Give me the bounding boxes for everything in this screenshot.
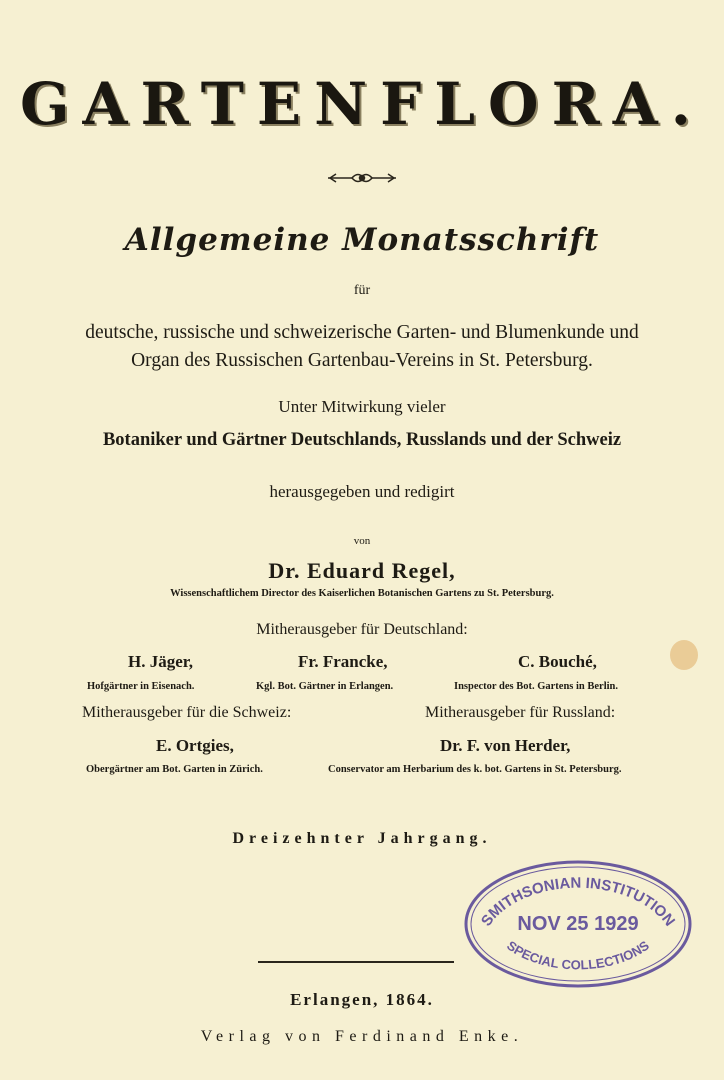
edited-by: herausgegeben und redigirt [269, 482, 455, 501]
coeditor-role-jaeger: Hofgärtner in Eisenach. [87, 681, 195, 692]
editor-name: Dr. Eduard Regel, [268, 558, 456, 583]
coeditor-name-bouche: C. Bouché, [518, 652, 597, 671]
coeditor-role-herder: Conservator am Herbarium des k. bot. Gartens in St. Petersburg. [328, 764, 622, 775]
divider-rule [258, 961, 454, 963]
place-year: Erlangen, 1864. [290, 990, 434, 1009]
switzerland-heading: Mitherausgeber für die Schweiz: [82, 704, 292, 721]
library-stamp [458, 840, 698, 990]
cooperation-body: Botaniker und Gärtner Deutschlands, Russlands und der Schweiz [102, 430, 622, 450]
coeditor-name-jaeger: H. Jäger, [128, 652, 194, 671]
stamp-line-2: SPECIAL COLLECTIONS [504, 937, 652, 973]
von-text: von [353, 535, 371, 547]
cooperation-intro: Unter Mitwirkung vieler [278, 397, 446, 416]
subtitle: Allgemeine Monatsschrift [124, 222, 600, 258]
foxing-spot [670, 640, 698, 670]
volume-label: Dreizehnter Jahrgang. [232, 830, 492, 847]
journal-title: GARTENFLORA. [20, 70, 704, 138]
description-line-1: deutsche, russische und schweizerische Garten- und Blumenkunde und [85, 322, 639, 343]
stamp-line-1: SMITHSONIAN INSTITUTION [477, 874, 679, 930]
coeditor-name-herder: Dr. F. von Herder, [440, 736, 571, 755]
coeditor-role-ortgies: Obergärtner am Bot. Garten in Zürich. [86, 764, 263, 775]
coeditor-role-francke: Kgl. Bot. Gärtner in Erlangen. [256, 681, 394, 692]
publisher: Verlag von Ferdinand Enke. [200, 1028, 524, 1045]
russia-heading: Mitherausgeber für Russland: [425, 704, 616, 721]
stamp-date: NOV 25 1929 [517, 913, 639, 935]
coeditor-role-bouche: Inspector des Bot. Gartens in Berlin. [454, 681, 619, 692]
editor-role: Wissenschaftlichem Director des Kaiserlichen Botanischen Gartens zu St. Petersburg. [170, 588, 554, 599]
germany-heading: Mitherausgeber für Deutschland: [256, 621, 468, 638]
fuer-text: für [353, 283, 371, 298]
coeditor-name-francke: Fr. Francke, [298, 652, 388, 671]
description-line-2: Organ des Russischen Gartenbau-Vereins in St. Petersburg. [131, 350, 593, 371]
ornament-divider-icon [0, 168, 724, 188]
coeditor-name-ortgies: E. Ortgies, [156, 736, 234, 755]
